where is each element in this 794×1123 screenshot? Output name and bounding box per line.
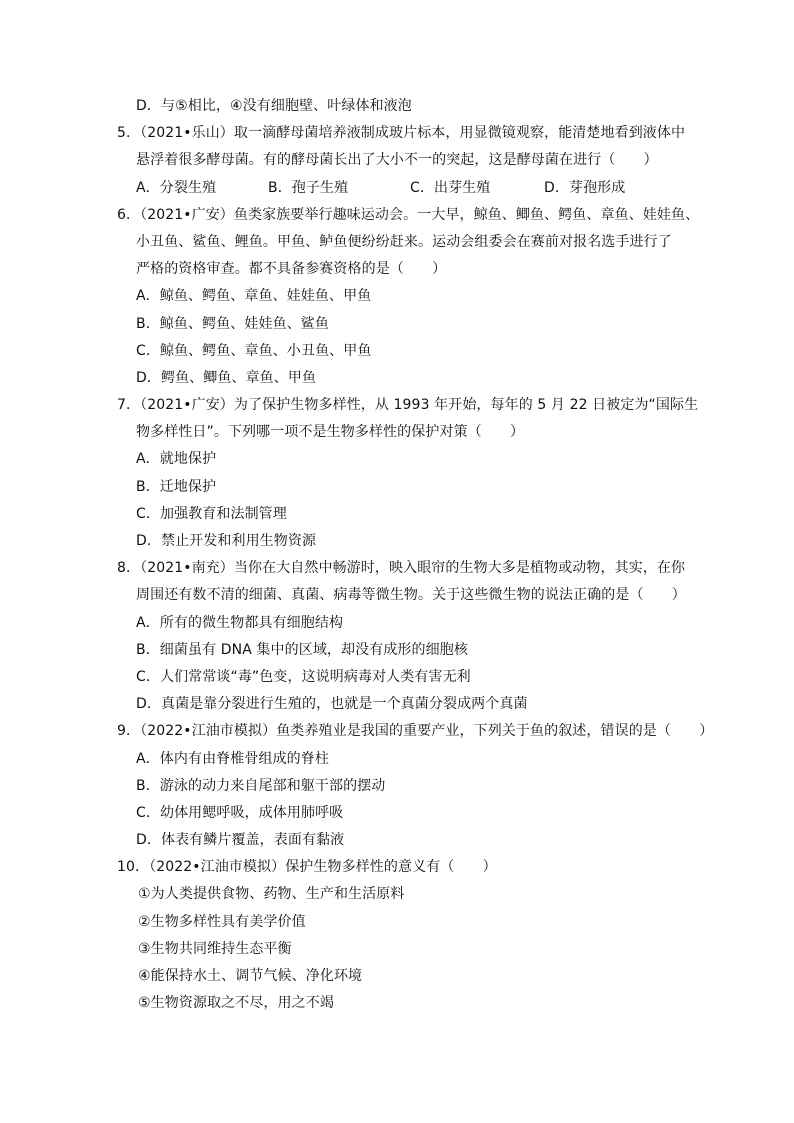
q8-option-d: D．真菌是靠分裂进行生殖的，也就是一个真菌分裂成两个真菌 bbox=[136, 696, 528, 713]
q7-stem-line-1: 7．（2021•广安）为了保护生物多样性，从 1993 年开始，每年的 5 月 22 日被定为“国际生 bbox=[117, 397, 699, 414]
q5-options-row bbox=[117, 175, 683, 202]
q8-option-c: C．人们常常谈“毒”色变，这说明病毒对人类有害无利 bbox=[136, 668, 471, 685]
q8-option-a: A．所有的微生物都具有细胞结构 bbox=[136, 614, 344, 631]
q7-option-d: D．禁止开发和利用生物资源 bbox=[136, 533, 317, 549]
q8-stem-line-2: 周围还有数不清的细菌、真菌、病毒等微生物。关于这些微生物的说法正确的是（ ） bbox=[136, 587, 686, 604]
q9-stem-line-1: 9．（2022•江油市模拟）鱼类养殖业是我国的重要产业，下列关于鱼的叙述，错误的是（ ） bbox=[117, 723, 714, 740]
q7-stem-line-2: 物多样性日”。下列哪一项不是生物多样性的保护对策（ ） bbox=[136, 424, 525, 441]
q7-option-c: C．加强教育和法制管理 bbox=[136, 505, 287, 522]
question-10 bbox=[117, 854, 683, 1017]
q10-item-2: ②生物多样性具有美学价值 bbox=[138, 913, 306, 930]
q9-option-b: B．游泳的动力来自尾部和躯干部的摆动 bbox=[136, 777, 386, 794]
q6-option-c: C．鲸鱼、鳄鱼、章鱼、小丑鱼、甲鱼 bbox=[136, 342, 372, 359]
q5-option-d: D．芽孢形成 bbox=[544, 179, 626, 196]
q5-stem-line-2: 悬浮着很多酵母菌。有的酵母菌长出了大小不一的突起，这是酵母菌在进行（ ） bbox=[136, 152, 658, 169]
q10-item-1: ①为人类提供食物、药物、生产和生活原料 bbox=[138, 886, 405, 903]
q6-stem-line-3: 严格的资格审查。都不具备参赛资格的是（ ） bbox=[136, 261, 447, 278]
q4-option-d: D．与⑤相比，④没有细胞壁、叶绿体和液泡 bbox=[136, 98, 412, 114]
q9-option-c: C．幼体用鳃呼吸，成体用肺呼吸 bbox=[136, 804, 344, 821]
q7-option-b: B．迁地保护 bbox=[136, 478, 217, 495]
question-5 bbox=[117, 120, 686, 202]
q10-item-5: ⑤生物资源取之不尽，用之不竭 bbox=[138, 995, 334, 1012]
q6-stem-line-2: 小丑鱼、鲨鱼、鲤鱼。甲鱼、鲈鱼便纷纷赶来。运动会组委会在赛前对报名选手进行了 bbox=[136, 233, 672, 250]
q6-option-d: D．鳄鱼、鲫鱼、章鱼、甲鱼 bbox=[136, 369, 317, 386]
q7-option-a: A．就地保护 bbox=[136, 451, 217, 468]
q6-stem-line-1: 6．（2021•广安）鱼类家族要举行趣味运动会。一大早，鲸鱼、鲫鱼、鳄鱼、章鱼、娃娃鱼、 bbox=[117, 206, 700, 223]
question-9 bbox=[117, 718, 714, 854]
q5-stem-line-1: 5．（2021•乐山）取一滴酵母菌培养液制成玻片标本，用显微镜观察，能清楚地看到液体中 bbox=[117, 125, 686, 142]
question-6 bbox=[117, 202, 700, 392]
q8-option-b: B．细菌虽有 DNA 集中的区域，却没有成形的细胞核 bbox=[136, 641, 468, 658]
question-7 bbox=[117, 392, 699, 555]
q10-item-4: ④能保持水土、调节气候、净化环境 bbox=[138, 968, 363, 984]
q5-option-b: B．孢子生殖 bbox=[268, 179, 349, 196]
q6-option-b: B．鲸鱼、鳄鱼、娃娃鱼、鲨鱼 bbox=[136, 315, 330, 332]
q10-item-3: ③生物共同维持生态平衡 bbox=[138, 940, 292, 957]
q9-option-d: D．体表有鳞片覆盖，表面有黏液 bbox=[136, 832, 345, 849]
q9-option-a: A．体内有由脊椎骨组成的脊柱 bbox=[136, 750, 329, 767]
q8-stem-line-1: 8．（2021•南充）当你在大自然中畅游时，映入眼帘的生物大多是植物或动物，其实，在你 bbox=[117, 560, 686, 577]
q5-option-a: A．分裂生殖 bbox=[136, 179, 217, 196]
q6-option-a: A．鲸鱼、鳄鱼、章鱼、娃娃鱼、甲鱼 bbox=[136, 288, 372, 305]
q10-stem-line-1: 10．（2022•江油市模拟）保护生物多样性的意义有（ ） bbox=[117, 859, 497, 876]
question-8 bbox=[117, 555, 686, 718]
q5-option-c: C．出芽生殖 bbox=[410, 179, 491, 196]
question-list bbox=[117, 93, 714, 1017]
